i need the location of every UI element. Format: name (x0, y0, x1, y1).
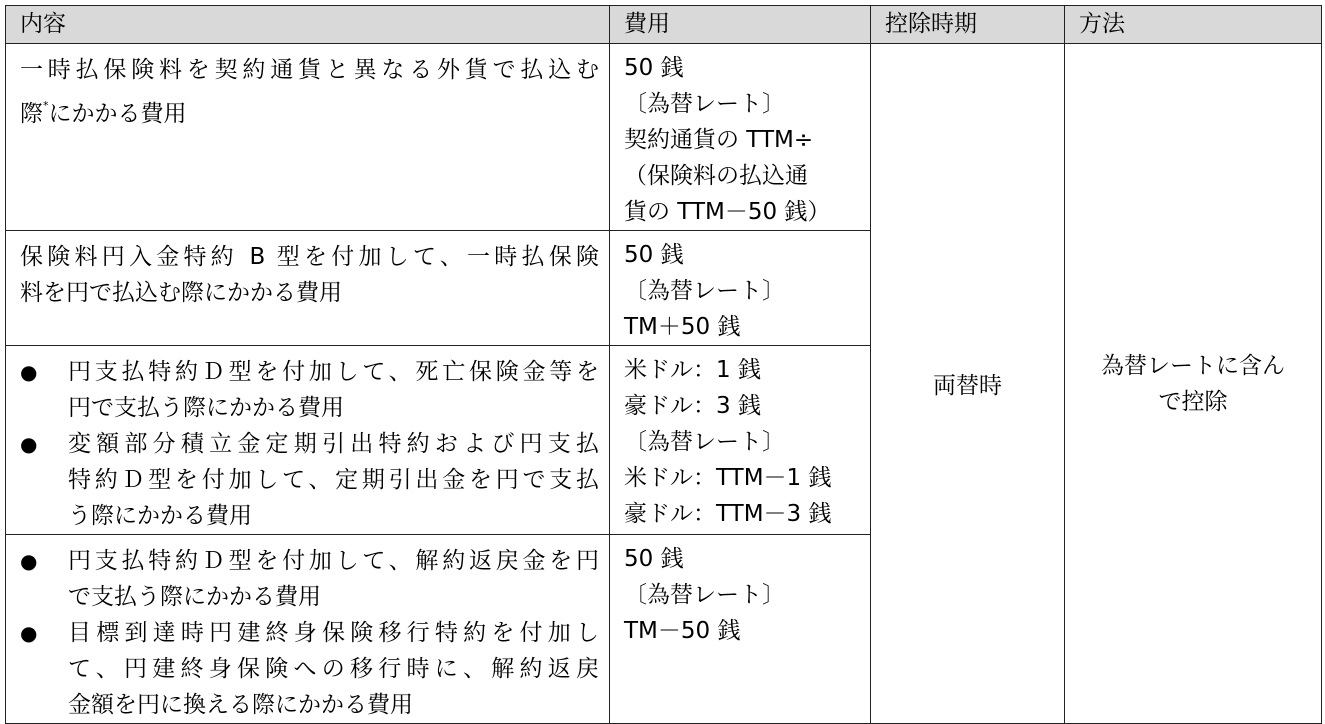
method-line: 為替レートに含ん (1101, 352, 1285, 379)
cost-line: 〔為替レート〕 (624, 278, 785, 304)
content-cell (6, 44, 610, 231)
cost-line: TM－50 銭 (624, 618, 741, 644)
content-cell (6, 346, 610, 535)
bullet-icon: ● (20, 432, 38, 456)
content-line: う際にかかる費用 (68, 503, 252, 529)
cost-line: 米ドル：TTM－1 銭 (624, 465, 832, 491)
content-line: て、円建終身保険への移行時に、解約返戻 (68, 656, 599, 682)
header-method: 方法 (1065, 6, 1322, 44)
cost-cell (610, 44, 871, 231)
timing-cell (871, 44, 1065, 724)
cost-line: （保険料の払込通 (624, 163, 808, 189)
list-item: ● 変額部分積立金定期引出特約および円支払 (20, 426, 599, 462)
cost-line: 〔為替レート〕 (624, 429, 785, 455)
content-line: 料を円で払込む際にかかる費用 (20, 280, 342, 306)
content-line: 一時払保険料を契約通貨と異なる外貨で払込む (20, 57, 599, 83)
content-cell (6, 535, 610, 724)
content-line: 保険料円入金特約 B 型を付加して、一時払保険 (20, 244, 599, 270)
content-line: で支払う際にかかる費用 (68, 584, 321, 610)
bullet-icon: ● (20, 360, 38, 384)
cost-line: 貨の TTM－50 銭） (624, 199, 831, 225)
cost-line: 〔為替レート〕 (624, 582, 785, 608)
fee-table (5, 5, 1322, 724)
header-content: 内容 (6, 6, 610, 44)
cost-line: 豪ドル：TTM－3 銭 (624, 501, 832, 527)
table-header-row (6, 6, 1322, 44)
cost-cell (610, 231, 871, 346)
bullet-icon: ● (20, 549, 38, 573)
cost-line: 〔為替レート〕 (624, 91, 785, 117)
list-item: ● 目標到達時円建終身保険移行特約を付加し (20, 615, 599, 651)
list-item: ● 円支払特約Ｄ型を付加して、死亡保険金等を (20, 354, 599, 390)
table-row (6, 44, 1322, 231)
cost-line: 50 銭 (624, 546, 684, 572)
cost-line: 米ドル：1 銭 (624, 357, 761, 383)
bullet-icon: ● (20, 621, 38, 645)
content-line: 円で支払う際にかかる費用 (68, 395, 344, 421)
list-item: ● 円支払特約Ｄ型を付加して、解約返戻金を円 (20, 543, 599, 579)
cost-line: 50 銭 (624, 55, 684, 81)
cost-line: 豪ドル：3 銭 (624, 393, 761, 419)
cost-line: 50 銭 (624, 242, 684, 268)
footnote-mark: * (43, 99, 49, 112)
header-timing: 控除時期 (871, 6, 1065, 44)
content-line: 際*にかかる費用 (20, 99, 187, 127)
cost-line: 契約通貨の TTM÷ (624, 127, 814, 153)
method-cell (1065, 44, 1322, 724)
cost-cell (610, 346, 871, 535)
header-cost: 費用 (610, 6, 871, 44)
cost-line: TM＋50 銭 (624, 314, 741, 340)
cost-cell (610, 535, 871, 724)
timing-text: 両替時 (933, 373, 1002, 399)
content-line: 金額を円に換える際にかかる費用 (68, 692, 413, 718)
content-line: 特約Ｄ型を付加して、定期引出金を円で支払 (68, 467, 599, 493)
content-cell (6, 231, 610, 346)
method-line: で控除 (1158, 388, 1228, 415)
